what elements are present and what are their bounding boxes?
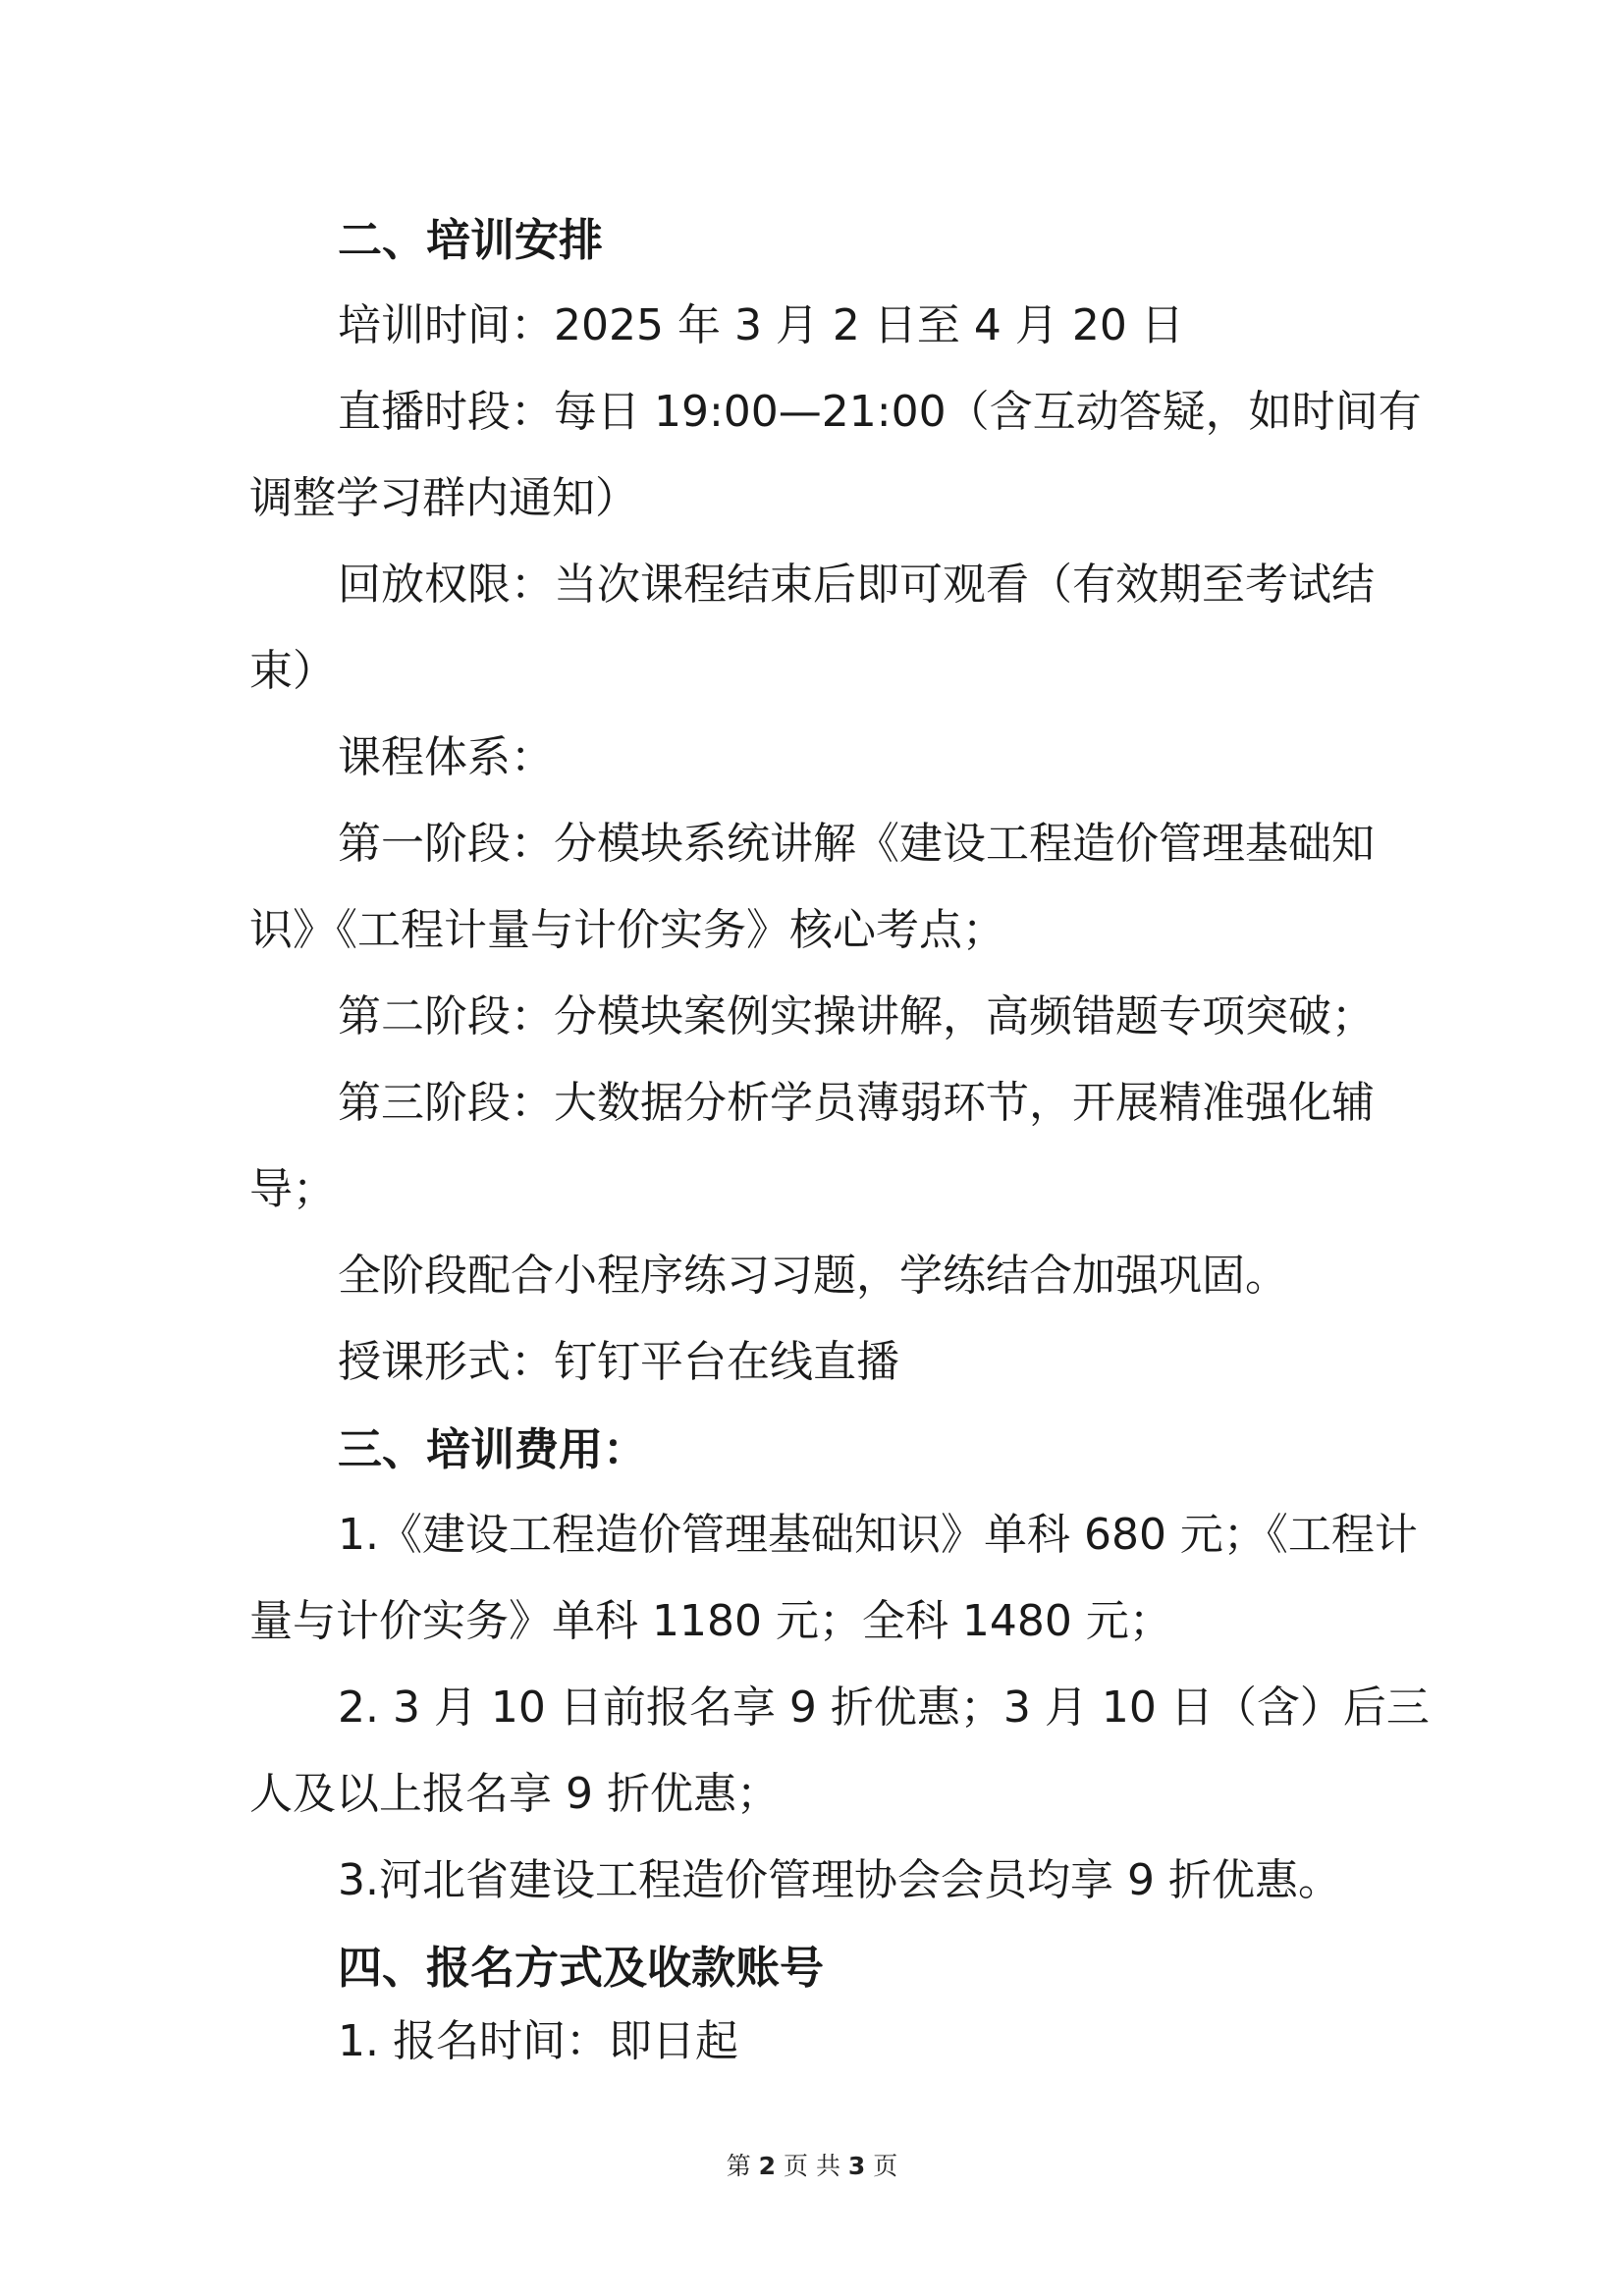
paragraph-fee-one: 1.《建设工程造价管理基础知识》单科 680 元；《工程计 xyxy=(338,1510,1418,1560)
paragraph-registration-time: 1. 报名时间：即日起 xyxy=(338,2016,738,2066)
paragraph-training-time: 培训时间：2025 年 3 月 2 日至 4 月 20 日 xyxy=(338,300,1184,350)
paragraph-stage-one-continued: 识》《工程计量与计价实务》核心考点； xyxy=(249,905,1005,955)
section-heading-training-fees: 三、培训费用： xyxy=(338,1423,648,1475)
page-footer xyxy=(0,2147,1624,2182)
paragraph-all-stages: 全阶段配合小程序练习习题，学练结合加强巩固。 xyxy=(338,1251,1288,1301)
section-heading-registration: 四、报名方式及收款账号 xyxy=(338,1942,825,1994)
footer-suffix: 页 xyxy=(873,2152,898,2180)
paragraph-fee-two-continued: 人及以上报名享 9 折优惠； xyxy=(249,1769,780,1819)
paragraph-stage-two: 第二阶段：分模块案例实操讲解，高频错题专项突破； xyxy=(338,991,1375,1041)
footer-middle: 页 共 xyxy=(784,2152,840,2180)
paragraph-fee-two: 2. 3 月 10 日前报名享 9 折优惠；3 月 10 日（含）后三 xyxy=(338,1682,1430,1733)
paragraph-teaching-form: 授课形式：钉钉平台在线直播 xyxy=(338,1337,899,1387)
footer-prefix: 第 xyxy=(726,2152,751,2180)
paragraph-fee-three: 3.河北省建设工程造价管理协会会员均享 9 折优惠。 xyxy=(338,1855,1341,1905)
paragraph-replay: 回放权限：当次课程结束后即可观看（有效期至考试结 xyxy=(338,560,1375,610)
section-heading-training-arrangement: 二、培训安排 xyxy=(338,214,604,266)
paragraph-stage-three: 第三阶段：大数据分析学员薄弱环节，开展精准强化辅 xyxy=(338,1078,1375,1128)
paragraph-stage-three-continued: 导； xyxy=(249,1164,336,1214)
paragraph-course-system: 课程体系： xyxy=(338,732,554,782)
paragraph-stage-one: 第一阶段：分模块系统讲解《建设工程造价管理基础知 xyxy=(338,819,1375,869)
paragraph-live-period-continued: 调整学习群内通知） xyxy=(249,473,638,523)
paragraph-replay-continued: 束） xyxy=(249,646,336,696)
paragraph-live-period: 直播时段：每日 19:00—21:00（含互动答疑，如时间有 xyxy=(338,387,1422,437)
footer-total-pages: 3 xyxy=(847,2152,866,2180)
paragraph-fee-one-continued: 量与计价实务》单科 1180 元；全科 1480 元； xyxy=(249,1596,1172,1646)
footer-page-number: 2 xyxy=(758,2152,777,2180)
